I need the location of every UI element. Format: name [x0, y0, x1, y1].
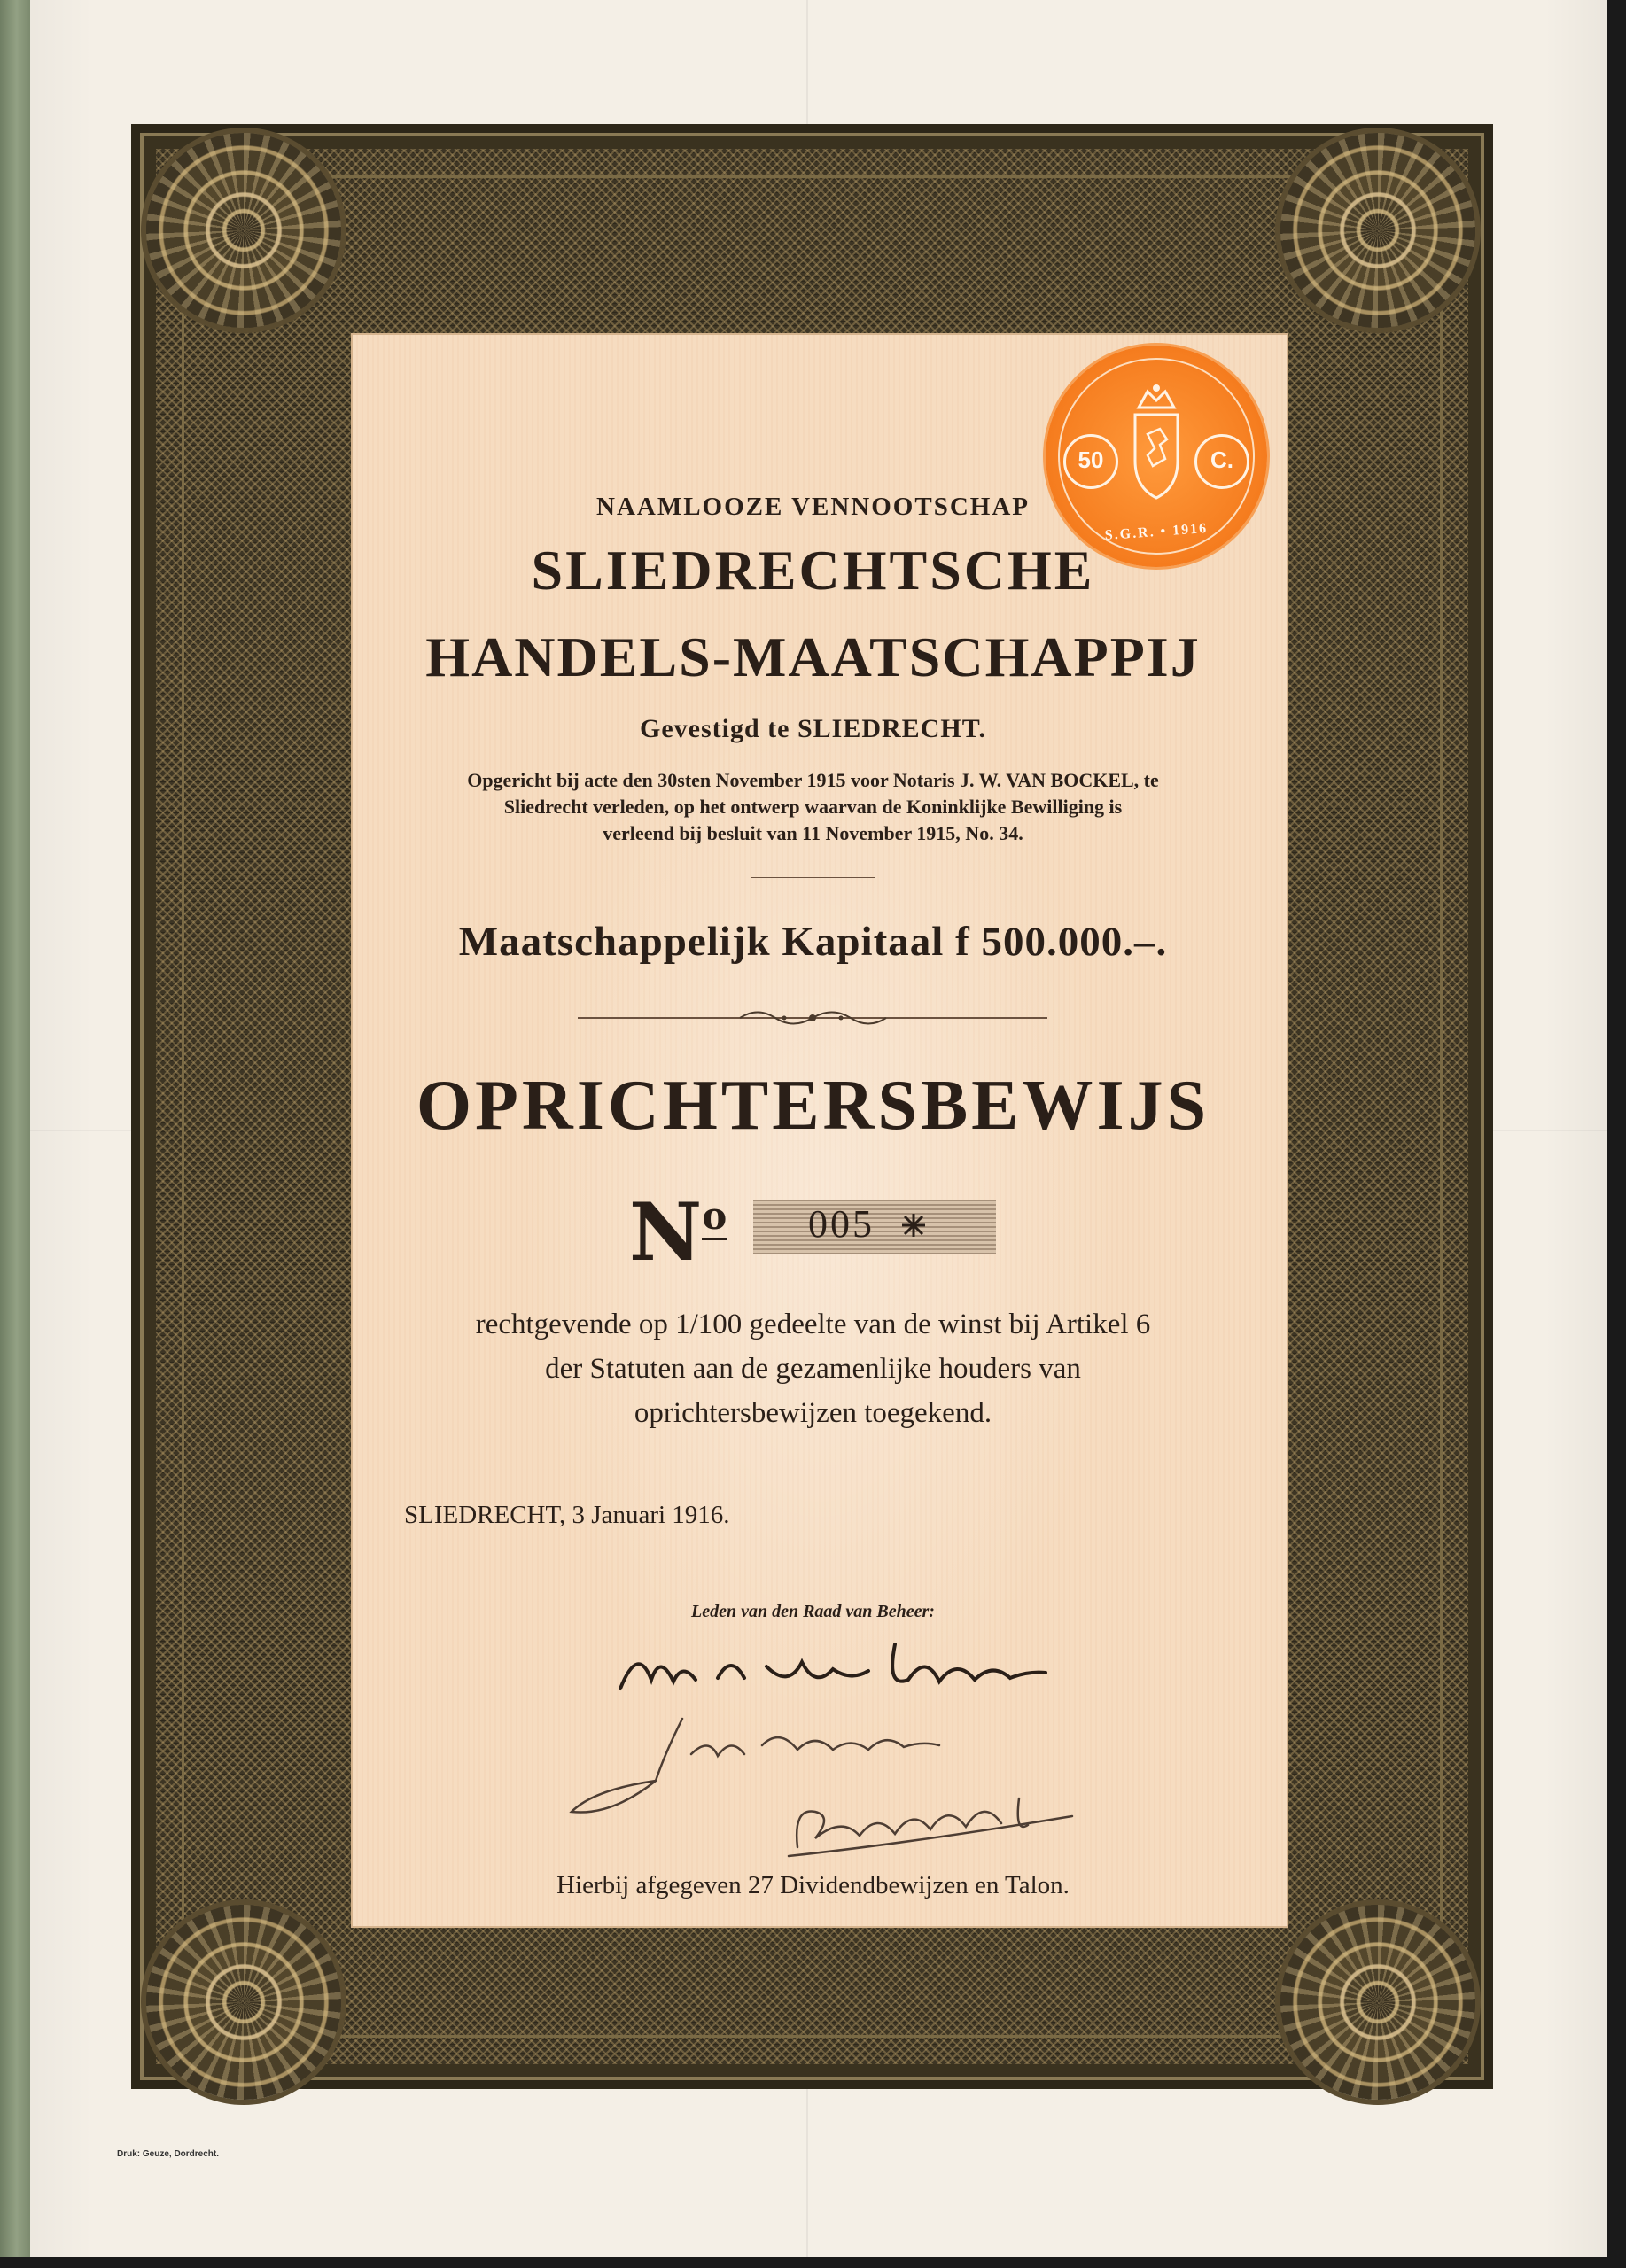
signature-1: [611, 1627, 1054, 1706]
certificate-number-value: 005: [808, 1202, 875, 1246]
stamp-text: S.G.R. • 1916: [1104, 520, 1209, 544]
entitlement-line: rechtgevende op 1/100 gedeelte van de winst bij Artikel 6: [475, 1309, 1151, 1340]
number-prefix: N: [629, 1185, 703, 1279]
certificate-title: OPRICHTERSBEWIJS: [416, 1067, 1210, 1145]
divider-short: [751, 877, 875, 878]
coupons-note: Hierbij afgegeven 27 Dividendbewijzen en Talon.: [556, 1871, 1070, 1899]
company-seat: Gevestigd te SLIEDRECHT.: [640, 714, 986, 743]
asterisk-ornament-icon: [900, 1212, 927, 1239]
rosette-bottom-right-icon: [1280, 1905, 1475, 2100]
board-label: Leden van den Raad van Beheer:: [691, 1602, 935, 1621]
place-and-date: SLIEDRECHT, 3 Januari 1916.: [404, 1501, 730, 1529]
revenue-stamp: [1046, 346, 1267, 567]
rosette-top-left-icon: [146, 133, 341, 328]
rosette-top-right-icon: [1280, 133, 1475, 328]
entitlement-line: oprichtersbewijzen toegekend.: [634, 1397, 992, 1429]
stamp-currency: C.: [1194, 434, 1249, 489]
company-name-line1: SLIEDRECHTSCHE: [531, 539, 1095, 602]
number-prefix-sup: o: [702, 1194, 727, 1240]
stamp-value: 50: [1063, 434, 1118, 489]
number-label: [629, 1185, 727, 1279]
incorporation-text: [0, 767, 1626, 847]
number-field-background: [753, 1200, 996, 1254]
incorporation-line: Opgericht bij acte den 30sten November 1915 voor Notaris J. W. VAN BOCKEL, te: [467, 769, 1159, 791]
rosette-bottom-left-icon: [146, 1905, 341, 2100]
share-capital: Maatschappelijk Kapitaal f 500.000.–.: [458, 919, 1168, 965]
incorporation-line: verleend bij besluit van 11 November 1915, No. 34.: [603, 822, 1023, 844]
company-name-line2: HANDELS-MAATSCHAPPIJ: [425, 625, 1201, 688]
entitlement-text: [0, 1302, 1626, 1435]
ornament-icon: [735, 1006, 891, 1029]
signature-3: [780, 1772, 1099, 1869]
printer-imprint: Druk: Geuze, Dordrecht.: [117, 2149, 220, 2159]
incorporation-line: Sliedrecht verleden, op het ontwerp waarvan de Koninklijke Bewilliging is: [503, 796, 1123, 818]
certificate-number: [808, 1201, 875, 1247]
company-type: NAAMLOOZE VENNOOTSCHAP: [596, 493, 1030, 521]
entitlement-line: der Statuten aan de gezamenlijke houders van: [545, 1353, 1081, 1385]
